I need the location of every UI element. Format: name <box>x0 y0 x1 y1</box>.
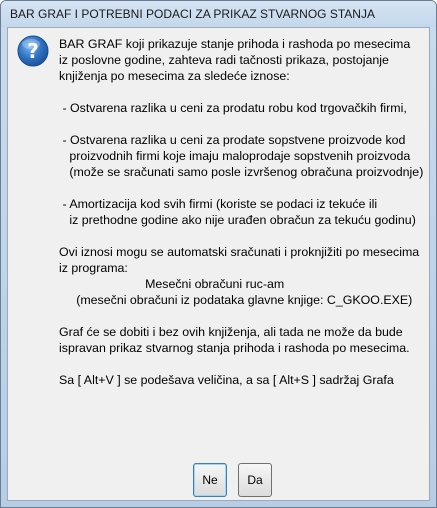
message-line: (može se sračunati samo posle izvršenog obračuna proizvodnje) <box>59 165 424 179</box>
message-line: Ovi iznosi mogu se automatski sračunati i proknjižiti po mesecima <box>59 245 420 259</box>
message-spacer <box>59 356 427 372</box>
question-icon <box>17 35 49 67</box>
message-line: - Ostvarena razlika u ceni za prodate sopstvene proizvode kod <box>59 133 406 147</box>
message-line: Sa [ Alt+V ] se podešava veličina, a sa [ Alt+S ] sadržaj Grafa <box>59 373 394 387</box>
no-button[interactable]: Ne <box>193 463 227 497</box>
message-line: proizvodnih firmi koje imaju maloprodaje sopstvenih proizvoda <box>59 149 411 163</box>
message-line: - Ostvarena razlika u ceni za prodatu robu kod trgovačkih firmi, <box>59 101 407 115</box>
message-spacer <box>59 308 427 324</box>
message-spacer <box>59 116 427 132</box>
message-line: knjiženja po mesecima za sledeće iznose: <box>59 69 290 83</box>
yes-button[interactable]: Da <box>238 463 272 497</box>
message-line: iz prethodne godine ako nije urađen obračun za tekuću godinu) <box>59 213 416 227</box>
svg-text:?: ? <box>27 39 39 63</box>
message-line: Graf će se dobiti i bez ovih knjiženja, ali tada ne može da bude <box>59 325 403 339</box>
message-line: Mesečni obračuni ruc-am <box>59 277 285 291</box>
message-line: iz poslovne godine, zahteva radi tačnosti prikaza, postojanje <box>59 53 389 67</box>
message-spacer <box>59 180 427 196</box>
message-line: iz programa: <box>59 261 128 275</box>
message-line: - Amortizacija kod svih firmi (koriste se podaci iz tekuće ili <box>59 197 378 211</box>
message-spacer <box>59 228 427 244</box>
message-line: (mesečni obračuni iz podataka glavne knjige: C_GKOO.EXE) <box>59 293 413 307</box>
message-text <box>59 36 427 388</box>
title-bar[interactable] <box>1 1 436 27</box>
message-line: ispravan prikaz stvarnog stanja prihoda i rashoda po mesecima. <box>59 341 410 355</box>
dialog-title: BAR GRAF I POTREBNI PODACI ZA PRIKAZ STVARNOG STANJA <box>10 7 375 21</box>
dialog-body <box>7 27 430 501</box>
message-line: BAR GRAF koji prikazuje stanje prihoda i rashoda po mesecima <box>59 37 411 51</box>
message-spacer <box>59 84 427 100</box>
